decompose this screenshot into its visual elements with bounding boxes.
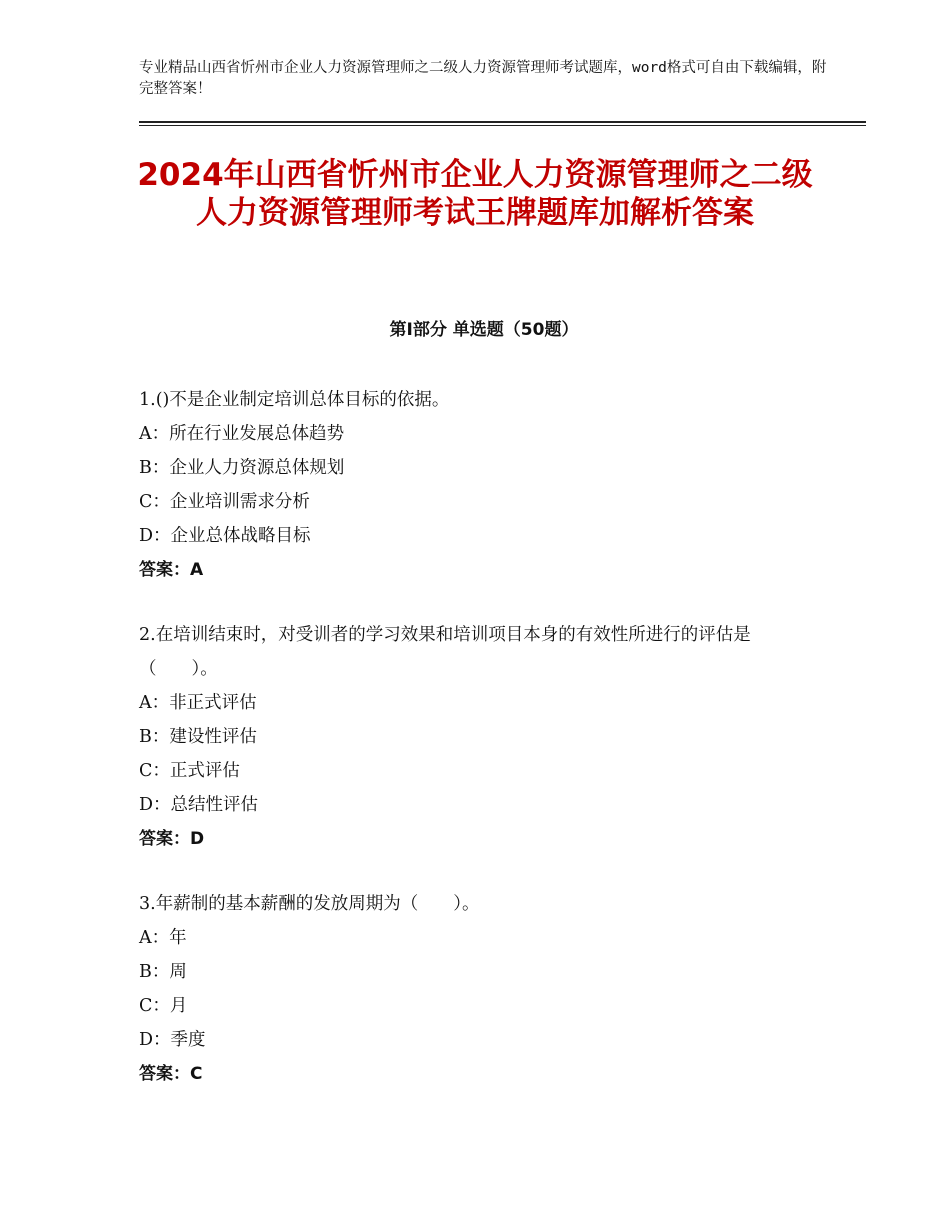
option-b: B：周 [139, 962, 187, 982]
option-d: D：总结性评估 [139, 795, 259, 815]
header-rule-thin [139, 125, 866, 126]
option-c: C：企业培训需求分析 [139, 492, 310, 512]
answer-label: 答案：A [139, 560, 204, 580]
header-note: 专业精品山西省忻州市企业人力资源管理师之二级人力资源管理师考试题库，word格式可自由下载编辑，附完整答案！ [139, 60, 827, 97]
option-a: A：非正式评估 [139, 693, 257, 713]
option-d: D：季度 [139, 1030, 206, 1050]
question-stem: 1.()不是企业制定培训总体目标的依据。 [139, 390, 450, 410]
question-3 [139, 887, 819, 1091]
header-rule-thick [139, 121, 866, 123]
option-a: A：所在行业发展总体趋势 [139, 424, 345, 444]
answer-label: 答案：C [139, 1064, 203, 1084]
option-d: D：企业总体战略目标 [139, 526, 311, 546]
option-a: A：年 [139, 928, 187, 948]
section-title: 第Ⅰ部分 单选题（50题） [389, 320, 579, 340]
question-list [139, 383, 819, 1122]
option-b: B：建设性评估 [139, 727, 257, 747]
option-c: C：正式评估 [139, 761, 240, 781]
question-2 [139, 618, 819, 856]
question-stem: 3.年薪制的基本薪酬的发放周期为（ ）。 [139, 894, 480, 914]
question-stem: 2.在培训结束时，对受训者的学习效果和培训项目本身的有效性所进行的评估是（ ）。 [139, 625, 751, 679]
answer-label: 答案：D [139, 829, 205, 849]
option-b: B：企业人力资源总体规划 [139, 458, 345, 478]
document-title: 2024年山西省忻州市企业人力资源管理师之二级人力资源管理师考试王牌题库加解析答案 [137, 157, 813, 231]
option-c: C：月 [139, 996, 188, 1016]
question-1 [139, 383, 819, 587]
